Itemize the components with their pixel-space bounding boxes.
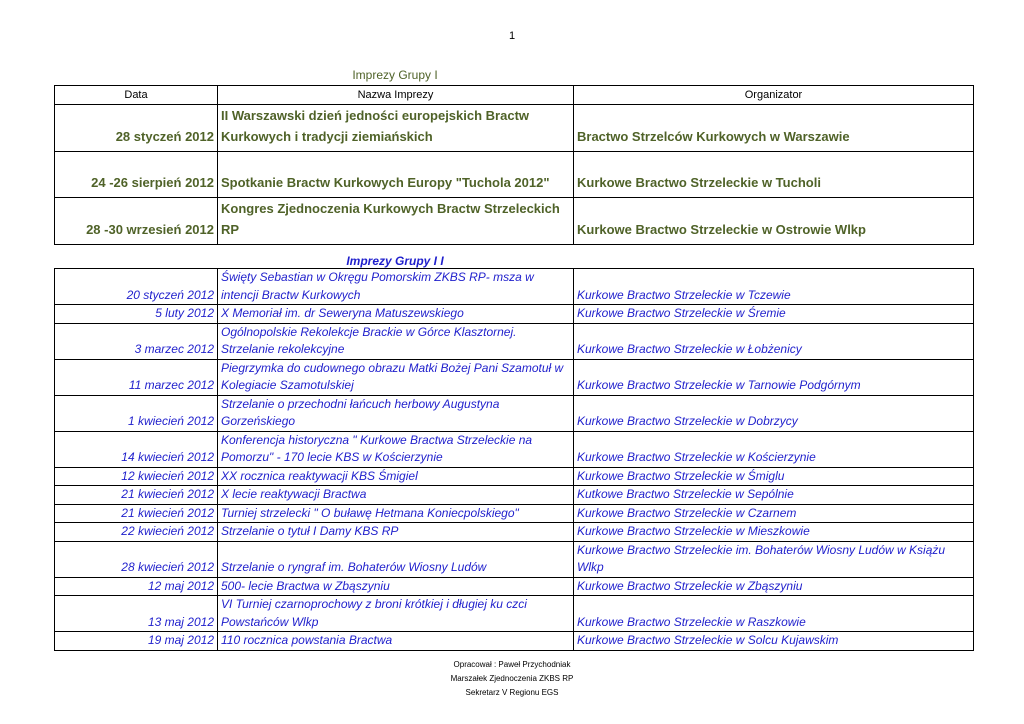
event-date: 28 -30 wrzesień 2012: [55, 198, 218, 245]
event-organizer: Kurkowe Bractwo Strzeleckie w Czarnem: [574, 504, 974, 523]
page-number: 1: [508, 30, 516, 42]
event-organizer: Bractwo Strzelców Kurkowych w Warszawie: [574, 105, 974, 152]
table-row: [55, 523, 974, 542]
event-name: Piegrzymka do cudownego obrazu Matki Bożej Pani Szamotuł w Kolegiacie Szamotulskiej: [218, 359, 574, 395]
event-organizer: Kurkowe Bractwo Strzeleckie w Ostrowie Wlkp: [574, 198, 974, 245]
table-row: [55, 504, 974, 523]
event-date: 28 kwiecień 2012: [55, 541, 218, 577]
table-row: [55, 431, 974, 467]
event-date: 3 marzec 2012: [55, 323, 218, 359]
event-name: Ogólnopolskie Rekolekcje Brackie w Górce Klasztornej. Strzelanie rekolekcyjne: [218, 323, 574, 359]
header-name: Nazwa Imprezy: [218, 86, 574, 105]
event-organizer: Kurkowe Bractwo Strzeleckie w Tucholi: [574, 152, 974, 198]
event-name: Konferencja historyczna " Kurkowe Bractwa Strzeleckie na Pomorzu" - 170 lecie KBS w Kościerzynie: [218, 431, 574, 467]
group2-title: Imprezy Grupy I I: [346, 254, 444, 268]
footer-author: Opracował : Paweł Przychodniak: [453, 660, 571, 669]
event-name: Spotkanie Bractw Kurkowych Europy "Tuchola 2012": [218, 152, 574, 198]
table-row: [55, 359, 974, 395]
table-row: [55, 152, 974, 198]
footer-role: Marszałek Zjednoczenia ZKBS RP: [450, 674, 574, 683]
table-row: [55, 632, 974, 651]
event-date: 14 kwiecień 2012: [55, 431, 218, 467]
header-organizer: Organizator: [574, 86, 974, 105]
table-row: [55, 269, 974, 305]
event-date: 5 luty 2012: [55, 305, 218, 324]
event-organizer: Kurkowe Bractwo Strzeleckie w Tarnowie Podgórnym: [574, 359, 974, 395]
group1-header-row: [55, 86, 974, 105]
event-date: 21 kwiecień 2012: [55, 504, 218, 523]
event-name: Strzelanie o ryngraf im. Bohaterów Wiosny Ludów: [218, 541, 574, 577]
event-date: 28 styczeń 2012: [55, 105, 218, 152]
event-organizer: Kurkowe Bractwo Strzeleckie w Raszkowie: [574, 596, 974, 632]
event-organizer: Kurkowe Bractwo Strzeleckie w Tczewie: [574, 269, 974, 305]
table-row: [55, 486, 974, 505]
event-date: 12 maj 2012: [55, 577, 218, 596]
table-row: [55, 305, 974, 324]
event-name: 500- lecie Bractwa w Zbąszyniu: [218, 577, 574, 596]
table-row: [55, 198, 974, 245]
group1-table: [54, 85, 974, 245]
event-date: 1 kwiecień 2012: [55, 395, 218, 431]
table-row: [55, 323, 974, 359]
event-name: 110 rocznica powstania Bractwa: [218, 632, 574, 651]
event-name: Strzelanie o przechodni łańcuch herbowy Augustyna Gorzeńskiego: [218, 395, 574, 431]
table-row: [55, 541, 974, 577]
event-date: 12 kwiecień 2012: [55, 467, 218, 486]
event-organizer: Kurkowe Bractwo Strzeleckie w Mieszkowie: [574, 523, 974, 542]
event-name: VI Turniej czarnoprochowy z broni krótkiej i długiej ku czci Powstańców Wlkp: [218, 596, 574, 632]
event-name: Święty Sebastian w Okręgu Pomorskim ZKBS RP- msza w intencji Bractw Kurkowych: [218, 269, 574, 305]
event-organizer: Kurkowe Bractwo Strzeleckie w Śmiglu: [574, 467, 974, 486]
event-organizer: Kurkowe Bractwo Strzeleckie w Kościerzynie: [574, 431, 974, 467]
event-organizer: Kurkowe Bractwo Strzeleckie w Zbąszyniu: [574, 577, 974, 596]
event-date: 24 -26 sierpień 2012: [55, 152, 218, 198]
event-name: Kongres Zjednoczenia Kurkowych Bractw Strzeleckich RP: [218, 198, 574, 245]
event-organizer: Kutkowe Bractwo Strzeleckie w Sepólnie: [574, 486, 974, 505]
footer: [0, 658, 1024, 700]
footer-secretary: Sekretarz V Regionu EGS: [465, 688, 559, 697]
event-organizer: Kurkowe Bractwo Strzeleckie w Dobrzycy: [574, 395, 974, 431]
table-row: [55, 395, 974, 431]
event-date: 13 maj 2012: [55, 596, 218, 632]
event-name: XX rocznica reaktywacji KBS Śmigiel: [218, 467, 574, 486]
event-date: 22 kwiecień 2012: [55, 523, 218, 542]
event-name: II Warszawski dzień jedności europejskich Bractw Kurkowych i tradycji ziemiańskich: [218, 105, 574, 152]
event-organizer: Kurkowe Bractwo Strzeleckie w Śremie: [574, 305, 974, 324]
event-organizer: Kurkowe Bractwo Strzeleckie w Solcu Kujawskim: [574, 632, 974, 651]
event-organizer: Kurkowe Bractwo Strzeleckie im. Bohaterów Wiosny Ludów w Książu Wlkp: [574, 541, 974, 577]
group2-table: [54, 268, 974, 651]
group1-title: Imprezy Grupy I: [352, 68, 438, 82]
event-date: 21 kwiecień 2012: [55, 486, 218, 505]
event-name: Strzelanie o tytuł I Damy KBS RP: [218, 523, 574, 542]
table-row: [55, 467, 974, 486]
event-name: X Memoriał im. dr Seweryna Matuszewskiego: [218, 305, 574, 324]
table-row: [55, 577, 974, 596]
event-date: 19 maj 2012: [55, 632, 218, 651]
event-organizer: Kurkowe Bractwo Strzeleckie w Łobżenicy: [574, 323, 974, 359]
table-row: [55, 105, 974, 152]
event-date: 20 styczeń 2012: [55, 269, 218, 305]
header-date: Data: [55, 86, 218, 105]
table-row: [55, 596, 974, 632]
event-name: Turniej strzelecki " O buławę Hetmana Koniecpolskiego": [218, 504, 574, 523]
event-name: X lecie reaktywacji Bractwa: [218, 486, 574, 505]
event-date: 11 marzec 2012: [55, 359, 218, 395]
